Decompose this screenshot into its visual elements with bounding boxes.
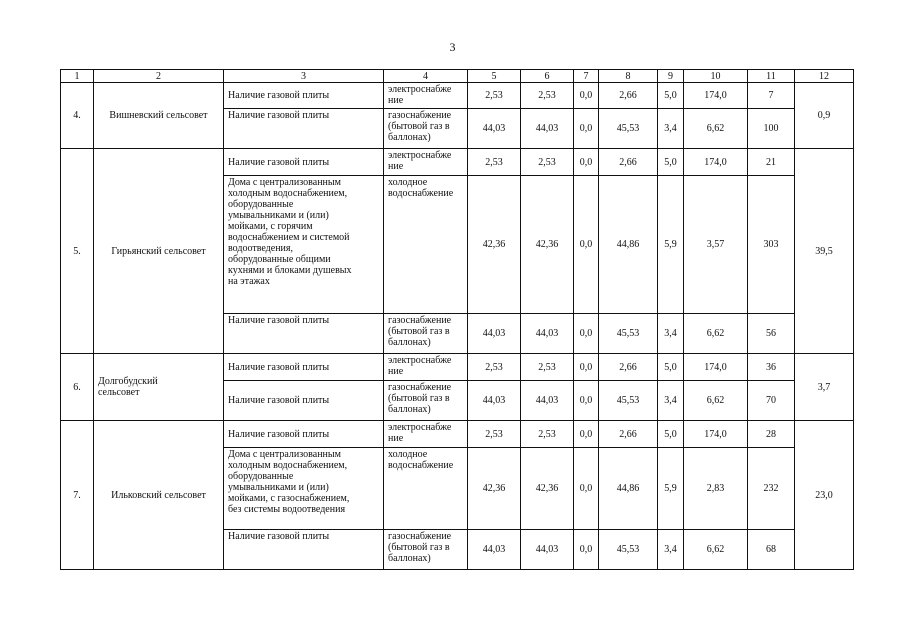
value-col8: 45,53: [599, 530, 658, 570]
header-cell: 4: [384, 70, 468, 83]
service-type: электроснабже ние: [384, 421, 468, 448]
value-col10: 174,0: [684, 421, 748, 448]
value-col6: 2,53: [521, 149, 574, 176]
value-col10: 174,0: [684, 83, 748, 109]
service-type: газоснабжение (бытовой газ в баллонах): [384, 530, 468, 570]
service-type: электроснабже ние: [384, 83, 468, 109]
value-col6: 44,03: [521, 109, 574, 149]
value-col8: 45,53: [599, 381, 658, 421]
value-col9: 5,0: [658, 83, 684, 109]
header-cell: 5: [468, 70, 521, 83]
housing-type: Наличие газовой плиты: [224, 381, 384, 421]
value-col5: 44,03: [468, 530, 521, 570]
housing-type: Наличие газовой плиты: [224, 109, 384, 149]
value-col10: 174,0: [684, 354, 748, 381]
value-col7: 0,0: [574, 109, 599, 149]
value-col10: 3,57: [684, 176, 748, 314]
service-type: электроснабже ние: [384, 354, 468, 381]
value-col10: 6,62: [684, 530, 748, 570]
settlement-name: Ильковский сельсовет: [94, 421, 224, 570]
housing-type: Наличие газовой плиты: [224, 354, 384, 381]
header-cell: 3: [224, 70, 384, 83]
header-row: [61, 70, 854, 83]
value-col12: 0,9: [795, 83, 854, 149]
value-col11: 68: [748, 530, 795, 570]
header-cell: 9: [658, 70, 684, 83]
value-col6: 44,03: [521, 530, 574, 570]
value-col6: 42,36: [521, 448, 574, 530]
header-cell: 7: [574, 70, 599, 83]
value-col7: 0,0: [574, 381, 599, 421]
row-number: 6.: [61, 354, 94, 421]
value-col11: 100: [748, 109, 795, 149]
value-col10: 174,0: [684, 149, 748, 176]
value-col6: 44,03: [521, 314, 574, 354]
value-col11: 28: [748, 421, 795, 448]
row-number: 4.: [61, 83, 94, 149]
value-col7: 0,0: [574, 83, 599, 109]
value-col5: 2,53: [468, 83, 521, 109]
value-col11: 303: [748, 176, 795, 314]
value-col7: 0,0: [574, 530, 599, 570]
value-col11: 56: [748, 314, 795, 354]
tariff-table: [60, 69, 854, 570]
value-col12: 3,7: [795, 354, 854, 421]
value-col9: 3,4: [658, 109, 684, 149]
table-row: [61, 149, 854, 176]
value-col6: 2,53: [521, 354, 574, 381]
value-col7: 0,0: [574, 176, 599, 314]
housing-type: Наличие газовой плиты: [224, 314, 384, 354]
value-col7: 0,0: [574, 421, 599, 448]
value-col8: 2,66: [599, 149, 658, 176]
value-col11: 36: [748, 354, 795, 381]
value-col5: 2,53: [468, 354, 521, 381]
value-col7: 0,0: [574, 314, 599, 354]
value-col6: 42,36: [521, 176, 574, 314]
value-col11: 70: [748, 381, 795, 421]
value-col10: 6,62: [684, 314, 748, 354]
value-col7: 0,0: [574, 448, 599, 530]
value-col12: 39,5: [795, 149, 854, 354]
value-col6: 44,03: [521, 381, 574, 421]
value-col12: 23,0: [795, 421, 854, 570]
value-col8: 2,66: [599, 83, 658, 109]
row-number: 7.: [61, 421, 94, 570]
service-type: газоснабжение (бытовой газ в баллонах): [384, 109, 468, 149]
value-col10: 2,83: [684, 448, 748, 530]
housing-type: Наличие газовой плиты: [224, 421, 384, 448]
value-col5: 42,36: [468, 448, 521, 530]
value-col9: 3,4: [658, 381, 684, 421]
header-cell: 10: [684, 70, 748, 83]
value-col11: 232: [748, 448, 795, 530]
settlement-name: Вишневский сельсовет: [94, 83, 224, 149]
table-row: [61, 354, 854, 381]
value-col8: 44,86: [599, 176, 658, 314]
service-type: холодное водоснабжение: [384, 448, 468, 530]
settlement-name: Гирьянский сельсовет: [94, 149, 224, 354]
settlement-name: Долгобудский сельсовет: [94, 354, 224, 421]
value-col11: 7: [748, 83, 795, 109]
header-cell: 11: [748, 70, 795, 83]
housing-type: Наличие газовой плиты: [224, 83, 384, 109]
housing-type: Наличие газовой плиты: [224, 149, 384, 176]
value-col11: 21: [748, 149, 795, 176]
housing-type: Наличие газовой плиты: [224, 530, 384, 570]
header-cell: 2: [94, 70, 224, 83]
value-col10: 6,62: [684, 381, 748, 421]
value-col6: 2,53: [521, 421, 574, 448]
housing-type: Дома с централизованным холодным водоснабжением, оборудованные умывальниками и (или) мойками, с горячим водоснабжением и системой водоотведения, оборудованные общими кухнями и блоками душевых на этажах: [224, 176, 384, 314]
row-number: 5.: [61, 149, 94, 354]
value-col5: 44,03: [468, 109, 521, 149]
value-col9: 5,0: [658, 149, 684, 176]
value-col7: 0,0: [574, 149, 599, 176]
page-number: 3: [449, 40, 456, 54]
service-type: холодное водоснабжение: [384, 176, 468, 314]
value-col9: 5,0: [658, 421, 684, 448]
value-col8: 45,53: [599, 109, 658, 149]
value-col10: 6,62: [684, 109, 748, 149]
value-col5: 42,36: [468, 176, 521, 314]
value-col9: 5,0: [658, 354, 684, 381]
value-col9: 5,9: [658, 176, 684, 314]
value-col5: 44,03: [468, 314, 521, 354]
service-type: газоснабжение (бытовой газ в баллонах): [384, 381, 468, 421]
value-col9: 3,4: [658, 530, 684, 570]
service-type: газоснабжение (бытовой газ в баллонах): [384, 314, 468, 354]
table-row: [61, 83, 854, 109]
value-col5: 2,53: [468, 421, 521, 448]
service-type: электроснабже ние: [384, 149, 468, 176]
value-col6: 2,53: [521, 83, 574, 109]
table-row: [61, 421, 854, 448]
value-col9: 5,9: [658, 448, 684, 530]
header-cell: 6: [521, 70, 574, 83]
value-col9: 3,4: [658, 314, 684, 354]
value-col8: 2,66: [599, 421, 658, 448]
header-cell: 1: [61, 70, 94, 83]
value-col8: 2,66: [599, 354, 658, 381]
header-cell: 8: [599, 70, 658, 83]
value-col7: 0,0: [574, 354, 599, 381]
header-cell: 12: [795, 70, 854, 83]
value-col5: 2,53: [468, 149, 521, 176]
value-col8: 44,86: [599, 448, 658, 530]
value-col5: 44,03: [468, 381, 521, 421]
housing-type: Дома с централизованным холодным водоснабжением, оборудованные умывальниками и (или) мойками, с газоснабжением, без системы водоотведения: [224, 448, 384, 530]
value-col8: 45,53: [599, 314, 658, 354]
